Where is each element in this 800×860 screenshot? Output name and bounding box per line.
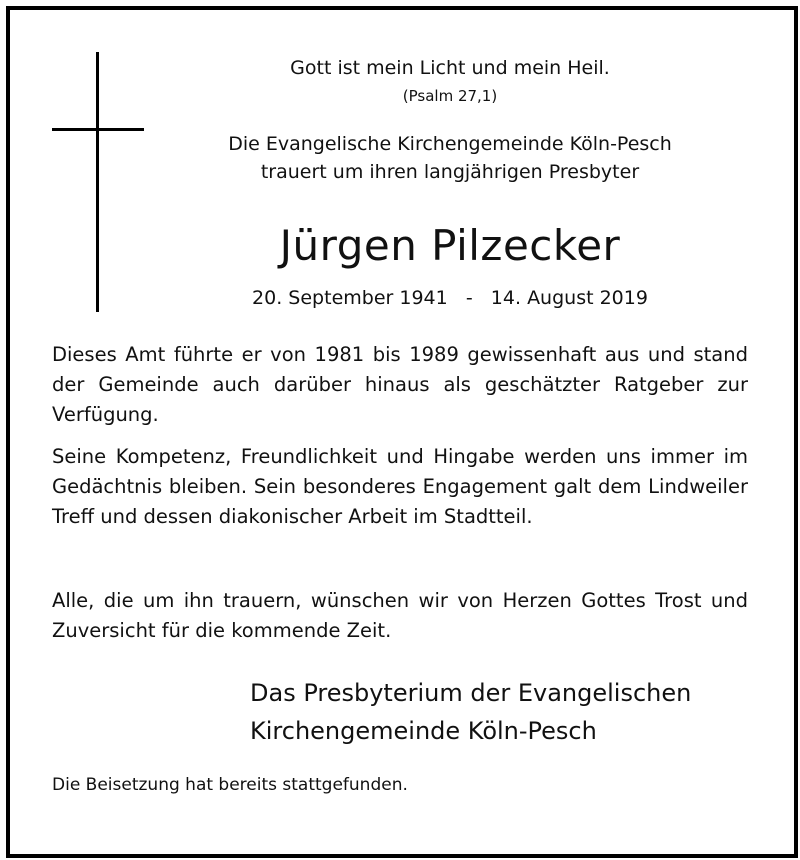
intro-line-1: Die Evangelische Kirchengemeinde Köln-Pesch [228, 133, 672, 155]
intro-line-2: trauert um ihren langjährigen Presbyter [260, 161, 640, 183]
signature-line-1: Das Presbyterium der Evangelischen [250, 679, 692, 707]
bible-verse: Gott ist mein Licht und mein Heil. [290, 57, 610, 79]
life-dates: 20. September 1941 - 14. August 2019 [252, 287, 648, 309]
deceased-name: Jürgen Pilzecker [279, 221, 621, 270]
paragraph-remembrance: Seine Kompetenz, Freundlichkeit und Hingabe werden uns immer im Gedächtnis bleiben. Sein besonderes Engagement galt dem Lindweiler Treff und dessen diakonischer Arbeit im Stadtteil. [52, 445, 748, 528]
signature-line-2: Kirchengemeinde Köln-Pesch [250, 717, 597, 745]
cross-vertical-bar [96, 52, 99, 312]
intro-text [160, 130, 740, 186]
cross-horizontal-bar [52, 128, 144, 131]
burial-note: Die Beisetzung hat bereits stattgefunden. [52, 775, 408, 795]
signature-block [250, 674, 691, 750]
paragraph-service: Dieses Amt führte er von 1981 bis 1989 gewissenhaft aus und stand der Gemeinde auch darüber hinaus als geschätzter Ratgeber zur Verfügung. [52, 343, 748, 426]
paragraph-condolence: Alle, die um ihn trauern, wünschen wir von Herzen Gottes Trost und Zuversicht für die kommende Zeit. [52, 589, 748, 642]
verse-reference: (Psalm 27,1) [402, 87, 498, 105]
